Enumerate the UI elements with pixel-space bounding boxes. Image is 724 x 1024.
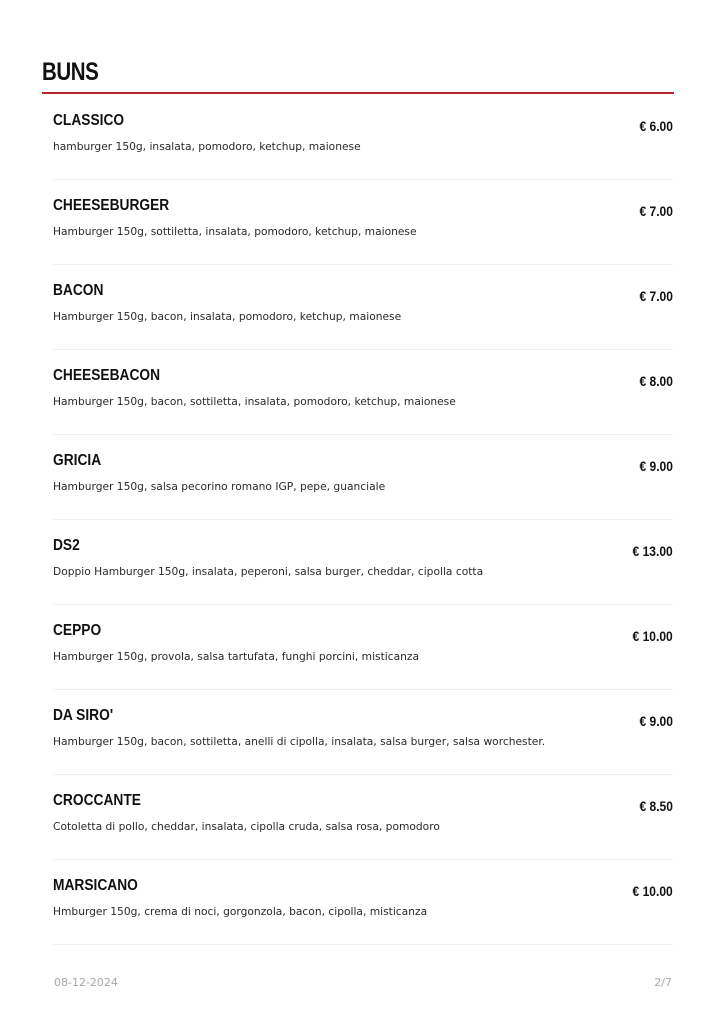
item-price: € 6.00 <box>639 118 673 134</box>
item-name: MARSICANO <box>53 877 138 894</box>
item-description: Hamburger 150g, bacon, sottiletta, anelli di cipolla, insalata, salsa burger, salsa worchester. <box>53 735 546 748</box>
menu-item-cheesebacon <box>53 350 673 435</box>
menu-item-marsicano <box>53 860 673 945</box>
item-description: Doppio Hamburger 150g, insalata, peperoni, salsa burger, cheddar, cipolla cotta <box>53 565 484 578</box>
item-name: BACON <box>53 282 104 299</box>
item-price: € 8.50 <box>639 798 673 814</box>
item-name: CHEESEBURGER <box>53 197 170 214</box>
item-price: € 7.00 <box>639 203 673 219</box>
item-description: Hamburger 150g, sottiletta, insalata, pomodoro, ketchup, maionese <box>53 225 417 238</box>
item-description: Hamburger 150g, provola, salsa tartufata, funghi porcini, misticanza <box>53 650 420 663</box>
section-divider <box>42 92 674 94</box>
menu-item-classico <box>53 95 673 180</box>
menu-item-bacon <box>53 265 673 350</box>
item-price: € 7.00 <box>639 288 673 304</box>
item-price: € 13.00 <box>632 543 673 559</box>
item-description: Cotoletta di pollo, cheddar, insalata, cipolla cruda, salsa rosa, pomodoro <box>53 820 440 833</box>
menu-item-da-siro <box>53 690 673 775</box>
item-name: GRICIA <box>53 452 102 469</box>
section-title: BUNS <box>42 58 99 86</box>
item-description: Hamburger 150g, salsa pecorino romano IGP, pepe, guanciale <box>53 480 386 493</box>
item-description: Hamburger 150g, bacon, sottiletta, insalata, pomodoro, ketchup, maionese <box>53 395 456 408</box>
item-name: CROCCANTE <box>53 792 141 809</box>
item-price: € 9.00 <box>639 713 673 729</box>
menu-item-gricia <box>53 435 673 520</box>
item-name: DA SIRO' <box>53 707 114 724</box>
item-name: DS2 <box>53 537 80 554</box>
item-price: € 9.00 <box>639 458 673 474</box>
menu-list <box>53 95 673 945</box>
menu-item-ceppo <box>53 605 673 690</box>
menu-item-croccante <box>53 775 673 860</box>
item-name: CEPPO <box>53 622 102 639</box>
item-price: € 10.00 <box>632 628 673 644</box>
item-price: € 8.00 <box>639 373 673 389</box>
item-name: CLASSICO <box>53 112 125 129</box>
item-price: € 10.00 <box>632 883 673 899</box>
item-description: Hamburger 150g, bacon, insalata, pomodoro, ketchup, maionese <box>53 310 402 323</box>
item-description: Hmburger 150g, crema di noci, gorgonzola, bacon, cipolla, misticanza <box>53 905 428 918</box>
footer-date: 08-12-2024 <box>54 976 118 989</box>
menu-item-cheeseburger <box>53 180 673 265</box>
item-description: hamburger 150g, insalata, pomodoro, ketchup, maionese <box>53 140 361 153</box>
item-name: CHEESEBACON <box>53 367 161 384</box>
menu-item-ds2 <box>53 520 673 605</box>
page-number: 2/7 <box>654 976 672 989</box>
